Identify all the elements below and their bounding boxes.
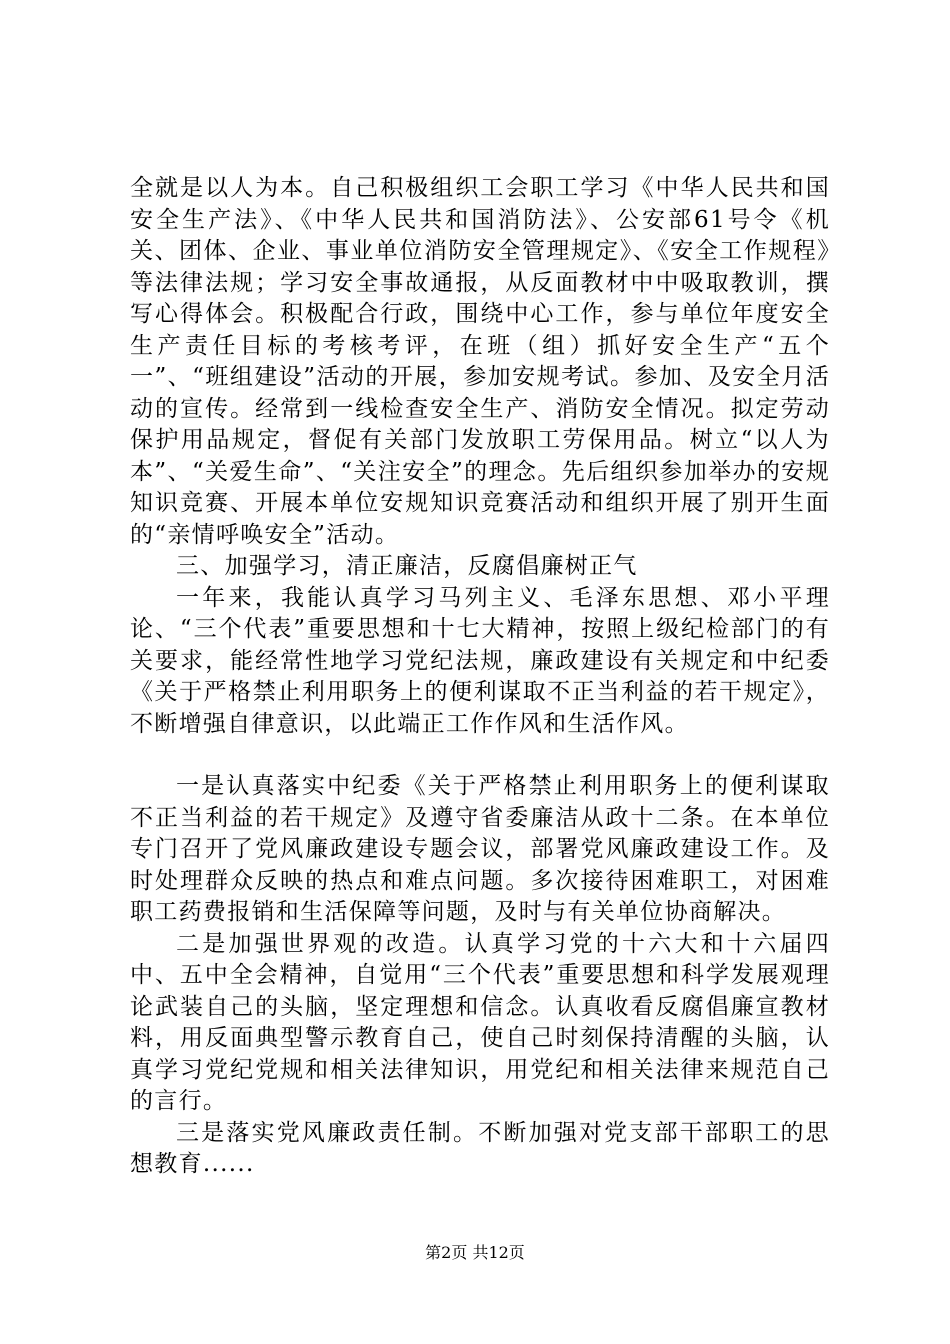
paragraph-point-three: 三是落实党风廉政责任制。不断加强对党支部干部职工的思想教育...... <box>130 1119 830 1177</box>
paragraph-safety-continued: 全就是以人为本。自己积极组织工会职工学习《中华人民共和国安全生产法》、《中华人民共和国消防法》、公安部61号令《机关、团体、企业、事业单位消防安全管理规定》、《安全工作规程》等法律法规；学习安全事故通报，从反面教材中中吸取教训，撰写心得体会。积极配合行政，围绕中心工作，参与单位年度安全生产责任目标的考核考评，在班（组）抓好安全生产“五个一”、“班组建设”活动的开展，参加安规考试。参加、及安全月活动的宣传。经常到一线检查安全生产、消防安全情况。拟定劳动保护用品规定，督促有关部门发放职工劳保用品。树立“以人为本”、“关爱生命”、“关注安全”的理念。先后组织参加举办的安规知识竞赛、开展本单位安规知识竞赛活动和组织开展了别开生面的“亲情呼唤安全”活动。 <box>130 175 830 548</box>
paragraph-point-one: 一是认真落实中纪委《关于严格禁止利用职务上的便利谋取不正当利益的若干规定》及遵守省委廉洁从政十二条。在本单位专门召开了党风廉政建设专题会议，部署党风廉政建设工作。及时处理群众反映的热点和难点问题。多次接待困难职工，对困难职工药费报销和生活保障等问题，及时与有关单位协商解决。 <box>130 773 830 925</box>
paragraph-study: 一年来，我能认真学习马列主义、毛泽东思想、邓小平理论、“三个代表”重要思想和十七大精神，按照上级纪检部门的有关要求，能经常性地学习党纪法规，廉政建设有关规定和中纪委《关于严格禁止利用职务上的便利谋取不正当利益的若干规定》，不断增强自律意识，以此端正工作作风和生活作风。 <box>130 584 830 737</box>
section-heading-three: 三、加强学习，清正廉洁，反腐倡廉树正气 <box>176 553 638 579</box>
document-body <box>130 173 830 1181</box>
paragraph-point-two: 二是加强世界观的改造。认真学习党的十六大和十六届四中、五中全会精神，自觉用“三个代表”重要思想和科学发展观理论武装自己的头脑，坚定理想和信念。认真收看反腐倡廉宣教材料，用反面典型警示教育自己，使自己时刻保持清醒的头脑，认真学习党纪党规和相关法律知识，用党纪和相关法律来规范自己的言行。 <box>130 930 830 1114</box>
page-number-footer: 第2页 共12页 <box>425 1243 525 1262</box>
